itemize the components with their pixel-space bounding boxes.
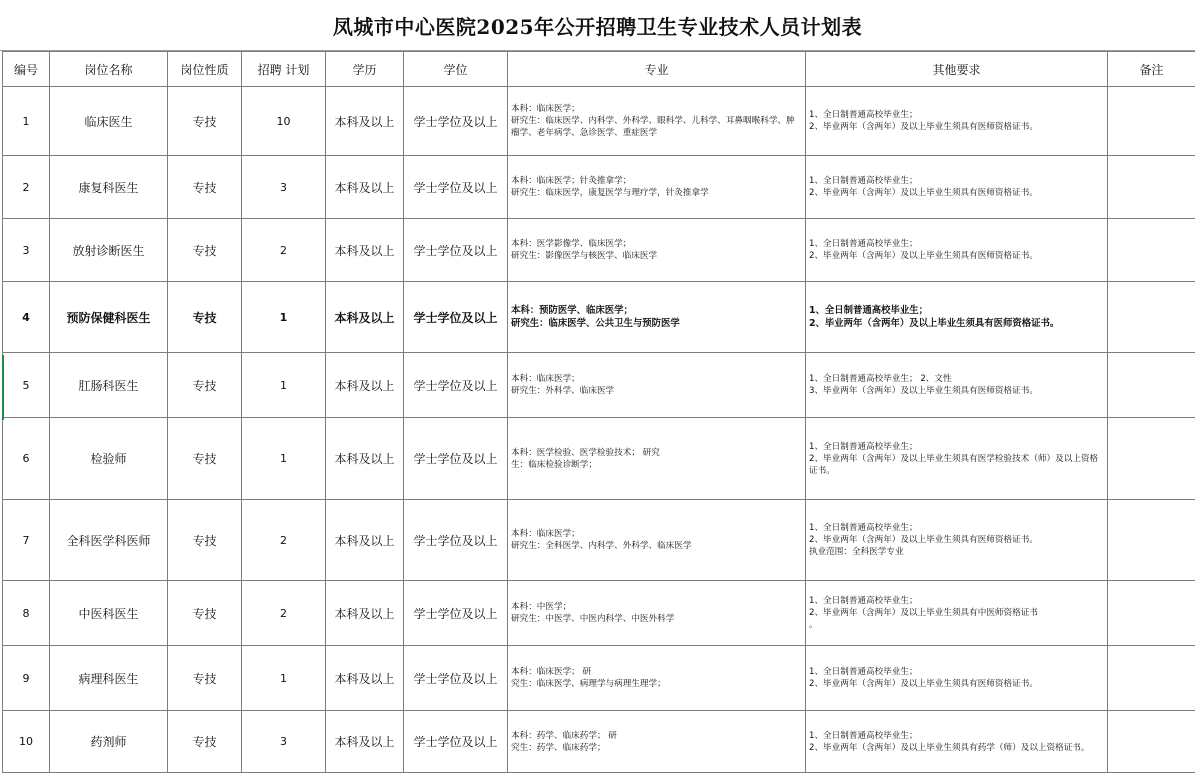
cell-nature[interactable]: 专技 [168,500,242,581]
cell-no[interactable]: 6 [3,418,50,500]
table-row [3,156,1195,219]
cell-other[interactable]: 1、全日制普通高校毕业生； 2、毕业两年（含两年）及以上毕业生须具有药学（师）及以上资格证书。 [806,711,1108,773]
cell-post[interactable]: 放射诊断医生 [50,219,168,282]
cell-edu[interactable]: 本科及以上 [326,500,404,581]
cell-plan[interactable]: 2 [242,219,326,282]
header-note[interactable]: 备注 [1108,52,1195,87]
cell-other[interactable]: 1、全日制普通高校毕业生； 2、毕业两年（含两年）及以上毕业生须具有医师资格证书。 [806,219,1108,282]
header-no[interactable]: 编号 [3,52,50,87]
cell-degree[interactable]: 学士学位及以上 [404,500,508,581]
cell-no[interactable]: 1 [3,87,50,156]
cell-note[interactable] [1108,500,1195,581]
cell-note[interactable] [1108,219,1195,282]
table-row [3,646,1195,711]
cell-no[interactable]: 3 [3,219,50,282]
cell-no[interactable]: 2 [3,156,50,219]
cell-major[interactable]: 本科：医学检验、医学检验技术； 研究 生：临床检验诊断学； [508,418,806,500]
cell-major[interactable]: 本科：预防医学、临床医学； 研究生：临床医学、公共卫生与预防医学 [508,282,806,353]
cell-other[interactable]: 1、全日制普通高校毕业生； 2、毕业两年（含两年）及以上毕业生须具有医师资格证书。 [806,282,1108,353]
cell-no[interactable]: 9 [3,646,50,711]
cell-edu[interactable]: 本科及以上 [326,581,404,646]
header-row [3,52,1195,87]
cell-major[interactable]: 本科：药学、临床药学； 研 究生：药学、临床药学； [508,711,806,773]
table-row [3,418,1195,500]
cell-nature[interactable]: 专技 [168,282,242,353]
header-edu[interactable]: 学历 [326,52,404,87]
cell-no[interactable]: 8 [3,581,50,646]
cell-degree[interactable]: 学士学位及以上 [404,581,508,646]
cell-nature[interactable]: 专技 [168,219,242,282]
cell-degree[interactable]: 学士学位及以上 [404,711,508,773]
cell-edu[interactable]: 本科及以上 [326,418,404,500]
cell-post[interactable]: 中医科医生 [50,581,168,646]
cell-degree[interactable]: 学士学位及以上 [404,87,508,156]
cell-plan[interactable]: 1 [242,353,326,418]
table-row [3,219,1195,282]
cell-edu[interactable]: 本科及以上 [326,87,404,156]
table-row [3,581,1195,646]
cell-post[interactable]: 检验师 [50,418,168,500]
cell-plan[interactable]: 2 [242,500,326,581]
cell-plan[interactable]: 2 [242,581,326,646]
cell-nature[interactable]: 专技 [168,711,242,773]
cell-edu[interactable]: 本科及以上 [326,711,404,773]
cell-nature[interactable]: 专技 [168,646,242,711]
cell-post[interactable]: 全科医学科医师 [50,500,168,581]
cell-major[interactable]: 本科：临床医学；针灸推拿学； 研究生：临床医学，康复医学与理疗学，针灸推拿学 [508,156,806,219]
cell-no[interactable]: 7 [3,500,50,581]
cell-nature[interactable]: 专技 [168,156,242,219]
cell-major[interactable]: 本科：中医学； 研究生：中医学、中医内科学、中医外科学 [508,581,806,646]
cell-edu[interactable]: 本科及以上 [326,646,404,711]
table-row [3,282,1195,353]
cell-degree[interactable]: 学士学位及以上 [404,646,508,711]
cell-plan[interactable]: 1 [242,418,326,500]
cell-post[interactable]: 病理科医生 [50,646,168,711]
header-post[interactable]: 岗位名称 [50,52,168,87]
cell-major[interactable]: 本科：临床医学； 研究生：临床医学、内科学、外科学、眼科学、儿科学、耳鼻咽喉科学、肿瘤学、老年病学、急诊医学、重症医学 [508,87,806,156]
cell-no[interactable]: 4 [3,282,50,353]
table-row [3,353,1195,418]
cell-no[interactable]: 10 [3,711,50,773]
cell-edu[interactable]: 本科及以上 [326,219,404,282]
cell-other[interactable]: 1、全日制普通高校毕业生； 2、毕业两年（含两年）及以上毕业生须具有医师资格证书。 [806,87,1108,156]
cell-degree[interactable]: 学士学位及以上 [404,282,508,353]
cell-post[interactable]: 肛肠科医生 [50,353,168,418]
cell-other[interactable]: 1、全日制普通高校毕业生； 2、毕业两年（含两年）及以上毕业生须具有中医师资格证书 。 [806,581,1108,646]
cell-post[interactable]: 康复科医生 [50,156,168,219]
table-row [3,87,1195,156]
page-title: 凤城市中心医院2025年公开招聘卫生专业技术人员计划表 [0,0,1195,51]
header-major[interactable]: 专业 [508,52,806,87]
cell-other[interactable]: 1、全日制普通高校毕业生； 2、毕业两年（含两年）及以上毕业生须具有医师资格证书。 [806,156,1108,219]
cell-note[interactable] [1108,711,1195,773]
cell-nature[interactable]: 专技 [168,87,242,156]
cell-note[interactable] [1108,646,1195,711]
cell-edu[interactable]: 本科及以上 [326,282,404,353]
header-plan[interactable]: 招聘 计划 [242,52,326,87]
cell-nature[interactable]: 专技 [168,418,242,500]
cell-nature[interactable]: 专技 [168,353,242,418]
table-row [3,500,1195,581]
cell-other[interactable]: 1、全日制普通高校毕业生； 2、毕业两年（含两年）及以上毕业生须具有医学检验技术（师）及以上资格证书。 [806,418,1108,500]
cell-major[interactable]: 本科：临床医学； 研究生：外科学、临床医学 [508,353,806,418]
cell-edu[interactable]: 本科及以上 [326,156,404,219]
cell-note[interactable] [1108,418,1195,500]
cell-plan[interactable]: 1 [242,646,326,711]
cell-note[interactable] [1108,282,1195,353]
cell-other[interactable]: 1、全日制普通高校毕业生； 2、毕业两年（含两年）及以上毕业生须具有医师资格证书。 执业范围：全科医学专业 [806,500,1108,581]
header-other[interactable]: 其他要求 [806,52,1108,87]
cell-post[interactable]: 预防保健科医生 [50,282,168,353]
recruitment-table [2,51,1195,773]
cell-edu[interactable]: 本科及以上 [326,353,404,418]
cell-plan[interactable]: 1 [242,282,326,353]
table-row [3,711,1195,773]
cell-degree[interactable]: 学士学位及以上 [404,156,508,219]
header-degree[interactable]: 学位 [404,52,508,87]
cell-plan[interactable]: 3 [242,156,326,219]
cell-degree[interactable]: 学士学位及以上 [404,418,508,500]
cell-other[interactable]: 1、全日制普通高校毕业生； 2、文性 3、毕业两年（含两年）及以上毕业生须具有医师资格证书。 [806,353,1108,418]
cell-major[interactable]: 本科：医学影像学、临床医学； 研究生：影像医学与核医学、临床医学 [508,219,806,282]
cell-post[interactable]: 药剂师 [50,711,168,773]
cell-plan[interactable]: 10 [242,87,326,156]
cell-note[interactable] [1108,581,1195,646]
cell-other[interactable]: 1、全日制普通高校毕业生； 2、毕业两年（含两年）及以上毕业生须具有医师资格证书。 [806,646,1108,711]
cell-no[interactable]: 5 [3,353,50,418]
cell-degree[interactable]: 学士学位及以上 [404,219,508,282]
cell-major[interactable]: 本科：临床医学； 研 究生：临床医学、病理学与病理生理学； [508,646,806,711]
cell-plan[interactable]: 3 [242,711,326,773]
cell-note[interactable] [1108,353,1195,418]
cell-major[interactable]: 本科：临床医学； 研究生：全科医学、内科学、外科学、临床医学 [508,500,806,581]
row-selection-marker [2,355,4,420]
header-nature[interactable]: 岗位性质 [168,52,242,87]
cell-note[interactable] [1108,87,1195,156]
cell-post[interactable]: 临床医生 [50,87,168,156]
cell-degree[interactable]: 学士学位及以上 [404,353,508,418]
cell-note[interactable] [1108,156,1195,219]
cell-nature[interactable]: 专技 [168,581,242,646]
